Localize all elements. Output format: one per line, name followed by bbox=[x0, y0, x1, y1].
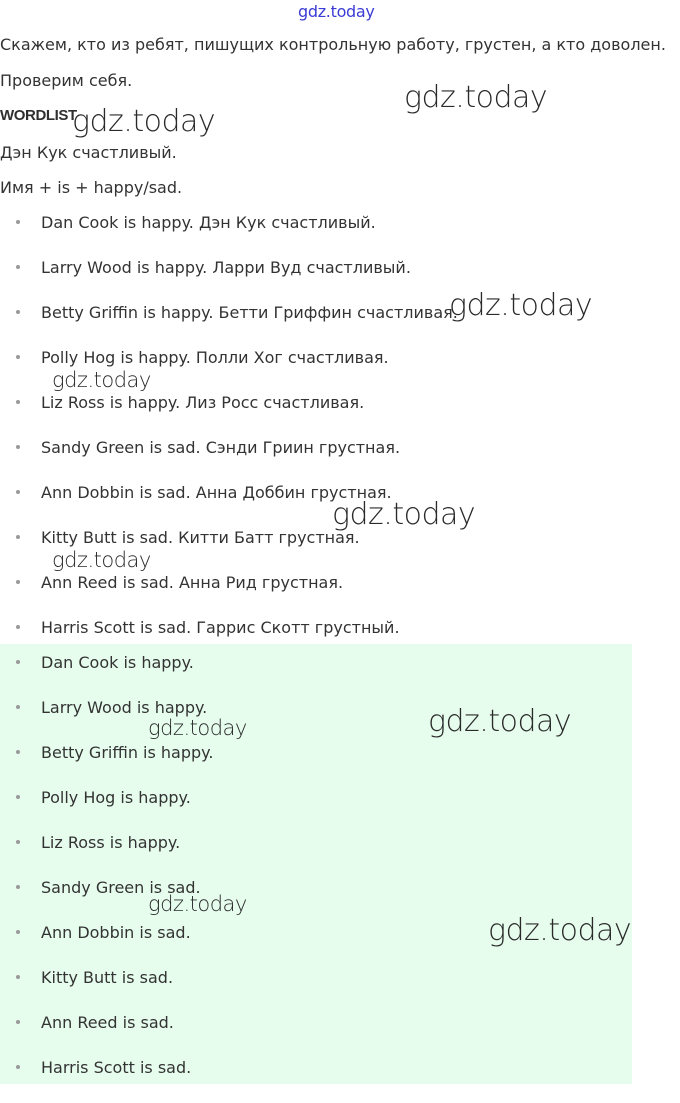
bullet-icon bbox=[16, 265, 20, 269]
check-text: Проверим себя. bbox=[0, 71, 133, 90]
bullet-icon bbox=[16, 840, 20, 844]
bullet-icon bbox=[16, 400, 20, 404]
bullet-icon bbox=[16, 1065, 20, 1069]
bullet-icon bbox=[16, 795, 20, 799]
bullet-icon bbox=[16, 625, 20, 629]
bullet-icon bbox=[16, 445, 20, 449]
watermark: gdz.today bbox=[449, 288, 593, 323]
bullet-icon bbox=[16, 310, 20, 314]
bullet-icon bbox=[16, 930, 20, 934]
watermark: gdz.today bbox=[428, 704, 572, 739]
watermark: gdz.today bbox=[72, 104, 216, 139]
top-watermark: gdz.today bbox=[298, 2, 375, 21]
bullet-icon bbox=[16, 705, 20, 709]
bullet-icon bbox=[16, 490, 20, 494]
intro-text: Скажем, кто из ребят, пишущих контрольную работу, грустен, а кто доволен. bbox=[0, 35, 666, 54]
watermark: gdz.today bbox=[52, 548, 151, 572]
bullet-icon bbox=[16, 1020, 20, 1024]
watermark: gdz.today bbox=[404, 80, 548, 115]
bullet-icon bbox=[16, 885, 20, 889]
example-text: Дэн Кук счастливый. bbox=[0, 143, 177, 162]
watermark: gdz.today bbox=[52, 368, 151, 392]
watermark: gdz.today bbox=[488, 913, 632, 948]
watermark: gdz.today bbox=[148, 716, 247, 740]
wordlist-label: WORDLIST bbox=[0, 107, 77, 124]
bullet-icon bbox=[16, 660, 20, 664]
bullet-icon bbox=[16, 750, 20, 754]
pattern-text: Имя + is + happy/sad. bbox=[0, 178, 183, 197]
bullet-icon bbox=[16, 580, 20, 584]
bullet-icon bbox=[16, 975, 20, 979]
bullet-icon bbox=[16, 535, 20, 539]
bullet-icon bbox=[16, 355, 20, 359]
watermark: gdz.today bbox=[332, 497, 476, 532]
watermark: gdz.today bbox=[148, 892, 247, 916]
bullet-icon bbox=[16, 220, 20, 224]
